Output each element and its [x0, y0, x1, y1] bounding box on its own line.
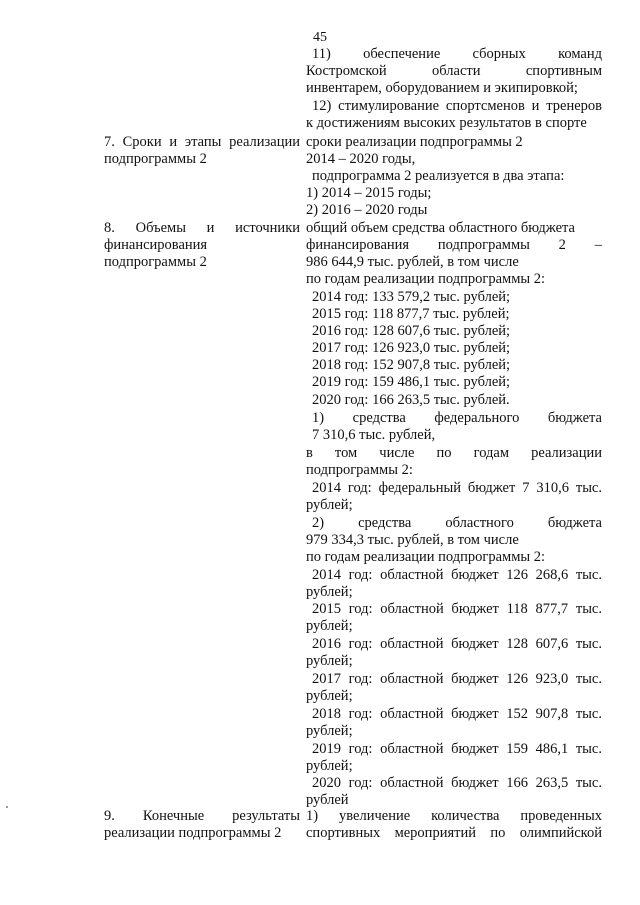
right-column-line: 1) увеличение количества проведенных — [306, 808, 602, 824]
right-column-line: рублей; — [306, 758, 353, 774]
right-column-line: общий объем средства областного бюджета — [306, 220, 575, 236]
right-column-line: 2014 – 2020 годы, — [306, 151, 416, 167]
right-column-line: 2014 год: областной бюджет 126 268,6 тыс. — [312, 567, 602, 583]
right-column-line: 2015 год: областной бюджет 118 877,7 тыс. — [312, 601, 602, 617]
right-column-line: 2) 2016 – 2020 годы — [306, 202, 428, 218]
left-column-line: подпрограммы 2 — [104, 151, 207, 167]
left-column-line: финансирования — [104, 237, 208, 253]
right-column-line: 2020 год: 166 263,5 тыс. рублей. — [312, 392, 510, 408]
right-column-line: 2019 год: областной бюджет 159 486,1 тыс. — [312, 741, 602, 757]
right-column-line: 2014 год: 133 579,2 тыс. рублей; — [312, 289, 511, 305]
right-column-line: финансирования подпрограммы 2 – — [306, 237, 602, 253]
right-column-line: 2017 год: 126 923,0 тыс. рублей; — [312, 340, 511, 356]
right-column-line: рублей; — [306, 723, 353, 739]
right-column-line: подпрограмма 2 реализуется в два этапа: — [312, 168, 565, 184]
right-column-line: 2016 год: областной бюджет 128 607,6 тыс. — [312, 636, 602, 652]
right-column-line: 2018 год: 152 907,8 тыс. рублей; — [312, 357, 511, 373]
right-column-line: 1) 2014 – 2015 годы; — [306, 185, 432, 201]
left-column-line: 8. Объемы и источники — [104, 220, 300, 236]
right-column-line: 2014 год: федеральный бюджет 7 310,6 тыс. — [312, 480, 602, 496]
right-column-line: 986 644,9 тыс. рублей, в том числе — [306, 254, 519, 270]
right-column-line: Костромской области спортивным — [306, 63, 602, 79]
right-column-line: инвентарем, оборудованием и экипировкой; — [306, 80, 578, 96]
right-column-line: рублей; — [306, 497, 353, 513]
right-column-line: 2016 год: 128 607,6 тыс. рублей; — [312, 323, 511, 339]
right-column-line: 2018 год: областной бюджет 152 907,8 тыс. — [312, 706, 602, 722]
right-column-line: рублей — [306, 792, 349, 808]
left-column-line: подпрограммы 2 — [104, 254, 207, 270]
right-column-line: рублей; — [306, 653, 353, 669]
scan-speck — [6, 806, 8, 808]
right-column-line: 2) средства областного бюджета — [312, 515, 602, 531]
right-column-line: 2015 год: 118 877,7 тыс. рублей; — [312, 306, 510, 322]
right-column-line: 2017 год: областной бюджет 126 923,0 тыс. — [312, 671, 602, 687]
page-number: 45 — [313, 30, 327, 45]
left-column-line: реализации подпрограммы 2 — [104, 825, 282, 841]
left-column-line: 7. Сроки и этапы реализации — [104, 134, 300, 150]
right-column-line: 12) стимулирование спортсменов и тренеров — [312, 98, 602, 114]
right-column-line: рублей; — [306, 688, 353, 704]
right-column-line: 2020 год: областной бюджет 166 263,5 тыс. — [312, 775, 602, 791]
right-column-line: 11) обеспечение сборных команд — [312, 46, 602, 62]
right-column-line: по годам реализации подпрограммы 2: — [306, 549, 546, 565]
right-column-line: рублей; — [306, 618, 353, 634]
right-column-line: рублей; — [306, 584, 353, 600]
right-column-line: к достижениям высоких результатов в спорте — [306, 115, 587, 131]
right-column-line: по годам реализации подпрограммы 2: — [306, 271, 546, 287]
right-column-line: подпрограммы 2: — [306, 462, 413, 478]
right-column-line: спортивных мероприятий по олимпийской — [306, 825, 602, 841]
right-column-line: в том числе по годам реализации — [306, 445, 602, 461]
right-column-line: 7 310,6 тыс. рублей, — [312, 427, 436, 443]
right-column-line: сроки реализации подпрограммы 2 — [306, 134, 523, 150]
right-column-line: 979 334,3 тыс. рублей, в том числе — [306, 532, 519, 548]
left-column-line: 9. Конечные результаты — [104, 808, 300, 824]
right-column-line: 2019 год: 159 486,1 тыс. рублей; — [312, 374, 511, 390]
right-column-line: 1) средства федерального бюджета — [312, 410, 602, 426]
